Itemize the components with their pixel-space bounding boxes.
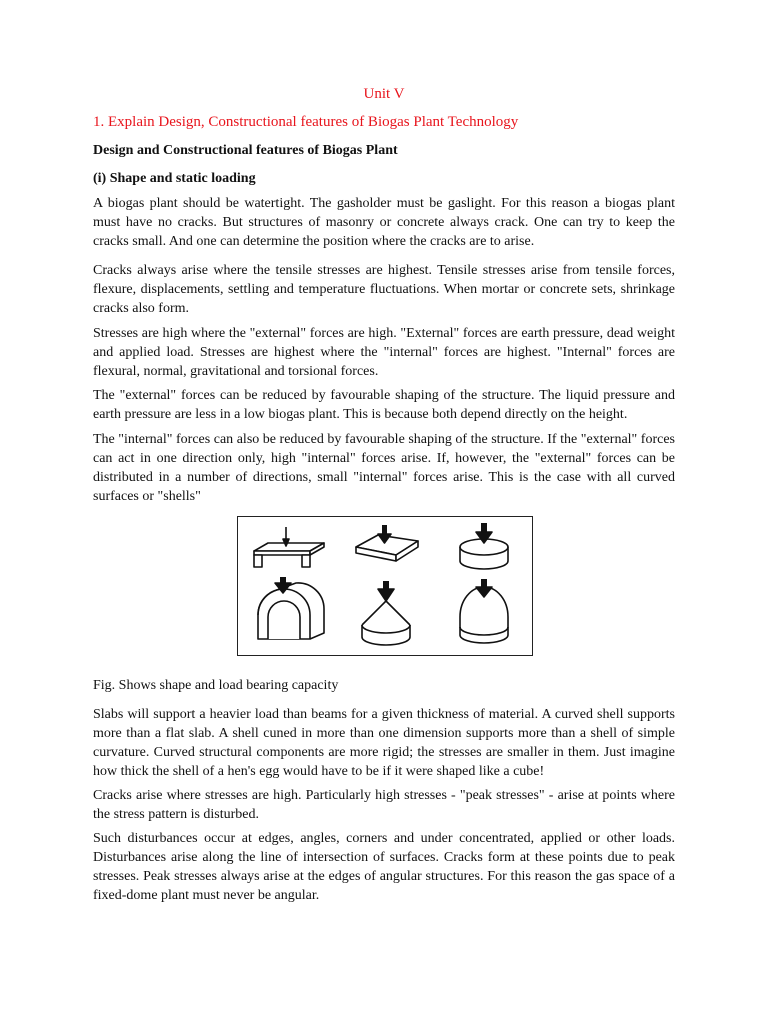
paragraph: Stresses are high where the "external" forces are high. "External" forces are earth pressure, dead weight and applied load. Stresses are highest where the "internal" forces are highest. "Internal" forces are flexural, normal, gravitational and torsional forces. xyxy=(93,326,675,379)
question-title: 1. Explain Design, Constructional features of Biogas Plant Technology xyxy=(93,114,519,130)
slab-shape xyxy=(356,525,418,561)
dome-shape xyxy=(460,579,508,643)
paragraph: The "internal" forces can also be reduced by favourable shaping of the structure. If the "external" forces can act in one direction only, high "internal" forces arise. If, however, the "external" forces can be distributed in a number of directions, small "internal" forces arise. This is the case with all curved surfaces or "shells" xyxy=(93,432,675,504)
subsection-heading: (i) Shape and static loading xyxy=(93,171,256,186)
shapes-figure xyxy=(237,516,533,656)
figure-caption: Fig. Shows shape and load bearing capacity xyxy=(93,678,339,693)
cone-shape xyxy=(362,581,410,645)
unit-heading: Unit V xyxy=(363,86,405,102)
vault-shape xyxy=(258,577,324,639)
section-heading: Design and Constructional features of Biogas Plant xyxy=(93,143,398,158)
paragraph: Slabs will support a heavier load than beams for a given thickness of material. A curved shell supports more than a flat slab. A shell cuned in more than one dimension supports more than a shell of simple curvature. Curved structural components are more rigid; the stresses are smaller in them. Just imagine how thick the shell of a hen's egg would have to be if it were shaped like a cube! xyxy=(93,707,675,779)
paragraph: Cracks arise where stresses are high. Particularly high stresses - "peak stresses" - arise at points where the stress pattern is disturbed. xyxy=(93,788,675,822)
paragraph: A biogas plant should be watertight. The gasholder must be gaslight. For this reason a biogas plant must have no cracks. But structures of masonry or concrete always crack. One can try to keep the cracks small. And one can determine the position where the cracks are to arise. xyxy=(93,196,675,249)
paragraph: Cracks always arise where the tensile stresses are highest. Tensile stresses arise from tensile forces, flexure, displacements, settling and temperature fluctuations. When mortar or concrete sets, shrinkage cracks also form. xyxy=(93,263,675,316)
disc-shape xyxy=(460,523,508,569)
paragraph: The "external" forces can be reduced by favourable shaping of the structure. The liquid pressure and earth pressure are less in a low biogas plant. This is because both depend directly on the height. xyxy=(93,388,675,422)
beam-shape xyxy=(254,527,324,567)
paragraph: Such disturbances occur at edges, angles, corners and under concentrated, applied or other loads. Disturbances arise along the line of intersection of surfaces. Cracks form at these points due to peak stresses. Peak stresses always arise at the edges of angular structures. For this reason the gas space of a fixed-dome plant must never be angular. xyxy=(93,831,675,903)
